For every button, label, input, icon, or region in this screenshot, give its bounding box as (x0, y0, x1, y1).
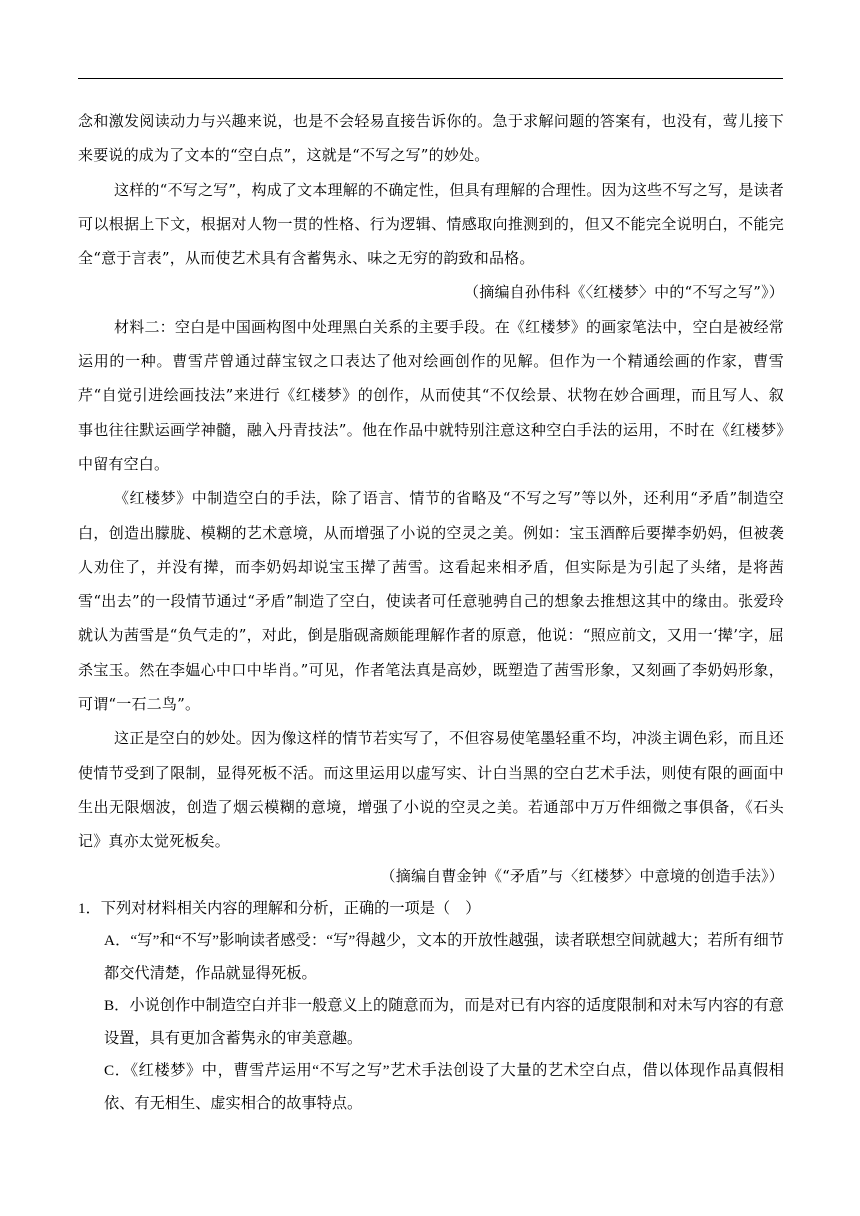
option-b[interactable]: B．小说创作中制造空白并非一般意义上的随意而为，而是对已有内容的适度限制和对未写内容的有意设置，具有更加含蓄隽永的审美意趣。 (104, 997, 784, 1047)
document-body (78, 104, 784, 1120)
source-citation-1: （摘编自孙伟科《〈红楼梦〉中的“不写之写”》） (464, 283, 784, 302)
paragraph-bu-xie-zhi-xie: 这样的“不写之写”，构成了文本理解的不确定性，但具有理解的合理性。因为这些不写之写，是读者可以根据上下文，根据对人物一贯的性格、行为逻辑、情感取向推测到的，但又不能完全说明白，不能完全“意于言表”，从而使艺术具有含蓄隽永、味之无穷的韵致和品格。 (78, 180, 784, 268)
paragraph-continuation: 念和激发阅读动力与兴趣来说，也是不会轻易直接告诉你的。急于求解问题的答案有，也没有，莺儿接下来要说的成为了文本的“空白点”，这就是“不写之写”的妙处。 (78, 112, 784, 165)
paragraph-contradiction: 《红楼梦》中制造空白的手法，除了语言、情节的省略及“不写之写”等以外，还利用“矛盾”制造空白，创造出朦胧、模糊的艺术意境，从而增强了小说的空灵之美。例如：宝玉酒醉后要撵李奶妈，但被袭人劝住了，并没有撵，而李奶妈却说宝玉撵了茜雪。这看起来相矛盾，但实际是为引起了头绪，是将茜雪“出去”的一段情节通过“矛盾”制造了空白，使读者可任意驰骋自己的想象去推想这其中的缘由。张爱玲就认为茜雪是“负气走的”，对此，倒是脂砚斋颇能理解作者的原意，他说：“照应前文，又用一‘撵’字，屈杀宝玉。然在李媪心中口中毕肖。”可见，作者笔法真是高妙，既塑造了茜雪形象，又刻画了李奶妈形象，可谓“一石二鸟”。 (78, 489, 784, 714)
source-citation-2: （摘编自曹金钟《“矛盾”与〈红楼梦〉中意境的创造手法》） (380, 866, 784, 885)
paragraph-material-two: 材料二：空白是中国画构图中处理黑白关系的主要手段。在《红楼梦》的画家笔法中，空白是被经常运用的一种。曹雪芹曾通过薛宝钗之口表达了他对绘画创作的见解。但作为一个精通绘画的作家，曹雪芹“自觉引进绘画技法”来进行《红楼梦》的创作，从而使其“不仅绘景、状物在妙合画理，而且写人、叙事也往往默运画学神髓，融入丹青技法”。他在作品中就特别注意这种空白手法的运用，不时在《红楼梦》中留有空白。 (78, 317, 784, 473)
paragraph-blank-wonder: 这正是空白的妙处。因为像这样的情节若实写了，不但容易使笔墨轻重不均，冲淡主调色彩，而且还使情节受到了限制，显得死板不活。而这里运用以虚写实、计白当黑的空白艺术手法，则使有限的画面中生出无限烟波，创造了烟云模糊的意境，增强了小说的空灵之美。若通部中万万件细微之事俱备，《石头记》真亦太觉死板矣。 (78, 729, 784, 851)
option-a[interactable]: A．“写”和“不写”影响读者感受：“写”得越少，文本的开放性越强，读者联想空间就越大；若所有细节都交代清楚，作品就显得死板。 (104, 932, 784, 982)
option-c[interactable]: C．《红楼梦》中，曹雪芹运用“不写之写”艺术手法创设了大量的艺术空白点，借以体现作品真假相依、有无相生、虚实相合的故事特点。 (104, 1062, 784, 1112)
header-rule (78, 78, 783, 79)
question-stem: 1．下列对材料相关内容的理解和分析，正确的一项是（ ） (78, 899, 481, 917)
